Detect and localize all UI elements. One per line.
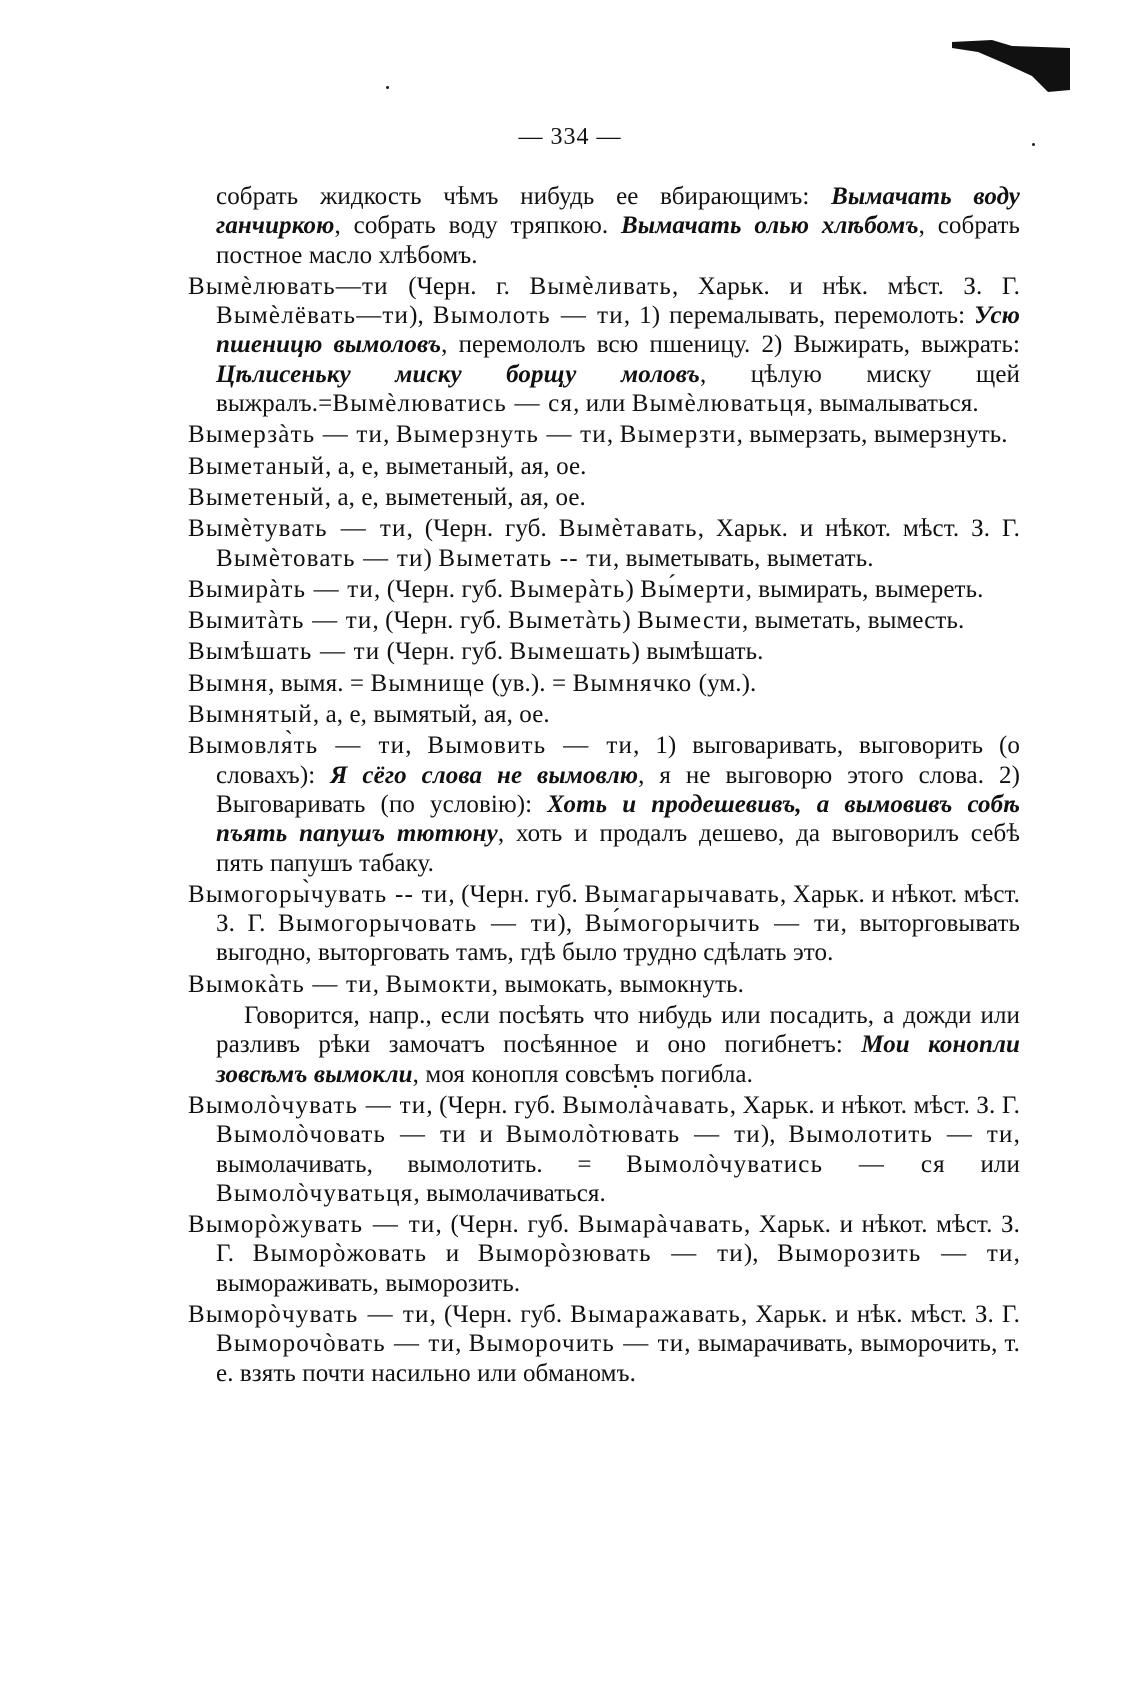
headword: Вымовля̀ть — ти bbox=[188, 732, 406, 760]
dictionary-entries bbox=[188, 182, 1020, 1390]
dictionary-entry bbox=[188, 970, 1020, 999]
headword: Выморòзювать — ти bbox=[477, 1240, 744, 1268]
definition-text: , bbox=[372, 970, 386, 998]
definition-text: , выметывать, выметать. bbox=[612, 544, 874, 572]
definition-text: , выторговывать выгодно, выторговать тамъ, гдѣ было трудно сдѣлать это. bbox=[216, 910, 1020, 967]
definition-text: , вымокать, вымокнуть. bbox=[491, 970, 744, 998]
definition-text: , (Черн. губ. bbox=[406, 515, 559, 543]
definition-text: ), bbox=[557, 910, 585, 938]
definition-text: (Черн. губ. bbox=[380, 638, 510, 666]
headword: Вымерзнуть — ти bbox=[395, 421, 607, 449]
scan-speck bbox=[386, 86, 389, 89]
definition-text: , (Черн. губ. bbox=[435, 1211, 578, 1239]
dictionary-entry bbox=[188, 452, 1020, 481]
definition-text: (Черн. г. bbox=[388, 272, 530, 300]
headword: Вымолотить — ти bbox=[788, 1121, 1014, 1149]
definition-text: , вымолачиваться. bbox=[413, 1179, 606, 1207]
headword: Вы́мерти bbox=[640, 575, 746, 603]
definition-text: и bbox=[427, 1240, 478, 1268]
dictionary-entry bbox=[188, 1091, 1020, 1208]
headword: Вымнятый bbox=[188, 701, 313, 729]
definition-text: , вымолачивать, вымолотить. = bbox=[216, 1121, 1020, 1178]
definition-text: , Харьк. и нѣкот. мѣст. З. Г. bbox=[216, 1211, 1020, 1268]
headword: Вымаражавать bbox=[570, 1300, 742, 1328]
dictionary-entry bbox=[188, 669, 1020, 698]
headword: Вымогоры̀чувать -- ти bbox=[188, 880, 449, 908]
dictionary-entry bbox=[188, 880, 1020, 968]
headword: Выморòчувать — ти bbox=[188, 1300, 430, 1328]
definition-text: , Харьк. и нѣкот. мѣст. З. Г. bbox=[216, 880, 1021, 938]
headword: Вы́могорычить — ти bbox=[584, 910, 841, 938]
headword: Вымѐтовать — ти bbox=[216, 544, 424, 572]
headword: Вымѣшать — ти bbox=[188, 638, 381, 666]
headword: Вымѐтувать — ти bbox=[188, 515, 407, 543]
definition-text: , собрать постное масло хлѣбомъ. bbox=[216, 212, 1020, 269]
headword: Вымня bbox=[188, 669, 269, 697]
definition-text: или bbox=[945, 1150, 1020, 1178]
example-text: Мои конопли зовсѣмъ вымокли bbox=[216, 1031, 1020, 1088]
definition-text: , перемололъ всю пшеницу. 2) Выжирать, выжрать: bbox=[441, 331, 1020, 359]
headword: Вымолòчувать — ти bbox=[188, 1091, 427, 1119]
definition-text: , моя конопля совсѣмъ погибла. bbox=[412, 1060, 753, 1088]
definition-text: , (Черн. губ. bbox=[426, 1091, 563, 1119]
headword: Вымолòчуватись — ся bbox=[626, 1150, 946, 1178]
entry-continuation bbox=[188, 182, 1020, 270]
headword: Вымѐливать bbox=[529, 272, 672, 300]
dictionary-entry bbox=[188, 514, 1020, 573]
headword: Выметàть bbox=[508, 607, 623, 635]
definition-text: , Харьк. и нѣкот. мѣст. З. Г. bbox=[697, 515, 1020, 543]
headword: Выметаный bbox=[188, 452, 326, 480]
headword: Выметеный bbox=[188, 483, 325, 511]
headword: Вымерàть bbox=[509, 575, 626, 603]
entry-note bbox=[188, 1001, 1020, 1089]
headword: Вымарàчавать bbox=[577, 1211, 744, 1239]
definition-text: , Харьк. и нѣк. мѣст. З. Г. bbox=[672, 272, 1020, 300]
page-number: — 334 — bbox=[518, 124, 622, 150]
definition-text: , вымалываться. bbox=[806, 390, 979, 418]
definition-text: , bbox=[383, 421, 396, 449]
example-text: Вымачать олью хлѣбомъ bbox=[620, 212, 919, 240]
definition-text: ), bbox=[760, 1121, 789, 1149]
headword: Вымокàть — ти bbox=[188, 970, 373, 998]
definition-text: , вымораживать, выморозить. bbox=[216, 1240, 1020, 1297]
headword: Вымнячко bbox=[572, 669, 693, 697]
definition-text: , выметать, выместь. bbox=[741, 607, 965, 635]
dictionary-entry bbox=[188, 731, 1020, 877]
dictionary-entry bbox=[188, 420, 1020, 449]
definition-text: , Харьк. и нѣкот. мѣст. З. Г. bbox=[729, 1091, 1021, 1119]
definition-text: , а, е, выметеный, ая, ое. bbox=[324, 483, 586, 511]
definition-text: , (Черн. губ. bbox=[448, 880, 585, 908]
definition-text: , (Черн. губ. bbox=[374, 575, 510, 603]
dictionary-entry bbox=[188, 637, 1020, 666]
dictionary-entry bbox=[188, 272, 1020, 418]
definition-text: , вымя. = bbox=[268, 669, 371, 697]
headword: Вымолàчавать bbox=[562, 1091, 730, 1119]
headword: Вымерзти bbox=[619, 421, 737, 449]
headword: Вымирàть — ти bbox=[188, 575, 374, 603]
definition-text: , bbox=[405, 732, 428, 760]
definition-text: , а, е, выметаный, ая, ое. bbox=[325, 452, 587, 480]
definition-text: Говорится, напр., если посѣять что нибудь или посадить, а дожди или разливъ рѣки замочатъ посѣянное и оно погибнетъ: bbox=[216, 1002, 1020, 1059]
headword: Выметать -- ти bbox=[438, 544, 613, 572]
definition-text: , вымирать, вымереть. bbox=[745, 575, 984, 603]
headword: Вымести bbox=[637, 607, 742, 635]
definition-text: , (Черн. губ. bbox=[429, 1300, 571, 1328]
headword: Вымолòтювать — ти bbox=[505, 1121, 761, 1149]
definition-text: ), bbox=[743, 1240, 778, 1268]
definition-text: , собрать воду тряпкою. bbox=[334, 212, 621, 240]
headword: Вымѐлёвать—ти bbox=[216, 302, 410, 330]
headword: Вымитàть — ти bbox=[188, 607, 373, 635]
dictionary-entry bbox=[188, 1300, 1020, 1388]
headword: Вымѐлюватись — ся bbox=[332, 390, 574, 418]
definition-text: , а, е, вымятый, ая, ое. bbox=[312, 701, 550, 729]
example-text: Вымачать воду ганчиркою bbox=[216, 183, 1020, 240]
headword: Выморочòвать — ти bbox=[216, 1330, 456, 1358]
dictionary-entry bbox=[188, 700, 1020, 729]
definition-text: , цѣлую миску щей выжралъ.= bbox=[216, 360, 1021, 418]
headword: Вымовить — ти bbox=[427, 732, 634, 760]
definition-text: собрать жидкость чѣмъ нибудь ее вбирающимъ: bbox=[216, 183, 832, 210]
headword: Выморòжувать — ти bbox=[188, 1211, 436, 1239]
headword: Вымолòчуватьця bbox=[216, 1179, 414, 1207]
headword: Вымѐлювать—ти bbox=[188, 272, 389, 300]
definition-text: ) bbox=[423, 544, 439, 572]
example-text: Усю пшеницю вымоловъ bbox=[216, 302, 1020, 359]
dictionary-entry bbox=[188, 483, 1020, 512]
example-text: Хоть и продешевивъ, а вымовивъ собѣ пъять папушъ тютюну bbox=[216, 790, 1020, 848]
headword: Вымагарычавать bbox=[584, 880, 780, 908]
headword: Вымнище bbox=[370, 669, 486, 697]
scan-smudge bbox=[952, 38, 1072, 98]
definition-text: , 1) выговаривать, выговорить (о словахъ): bbox=[216, 732, 1020, 789]
definition-text: ), bbox=[409, 302, 433, 330]
definition-text: , хоть и продалъ дешево, да выговорилъ себѣ пять папушъ табаку. bbox=[216, 820, 1020, 877]
definition-text: и bbox=[466, 1121, 506, 1149]
headword: Вымѐтавать bbox=[558, 515, 698, 543]
definition-text: , или bbox=[573, 390, 632, 418]
definition-text: , 1) перемалывать, перемолоть: bbox=[623, 302, 975, 330]
headword: Вымолòчовать — ти bbox=[216, 1121, 467, 1149]
definition-text: ) bbox=[625, 575, 641, 603]
headword: Вымѐлюватьця bbox=[631, 390, 807, 418]
definition-text: , (Черн. губ. bbox=[372, 607, 509, 635]
example-text: Я сёго слова не вымовлю bbox=[330, 761, 639, 789]
dictionary-entry bbox=[188, 575, 1020, 604]
dictionary-entry bbox=[188, 1210, 1020, 1298]
headword: Вымокти bbox=[385, 970, 492, 998]
definition-text: , вымерзать, вымерзнуть. bbox=[736, 421, 1008, 449]
headword: Вымолоть — ти bbox=[432, 302, 624, 330]
dictionary-entry bbox=[188, 606, 1020, 635]
definition-text: (ум.). bbox=[692, 669, 757, 697]
headword: Вымешать bbox=[509, 638, 632, 666]
definition-text: , bbox=[606, 421, 620, 449]
definition-text: , Харьк. и нѣк. мѣст. З. Г. bbox=[741, 1300, 1020, 1328]
definition-text: ) вымѣшать. bbox=[631, 638, 764, 666]
example-text: Цѣлисеньку миску борщу моловъ bbox=[216, 360, 700, 388]
definition-text: ) bbox=[622, 607, 638, 635]
definition-text: (ув.). = bbox=[485, 669, 573, 697]
headword: Вымерзàть — ти bbox=[188, 421, 384, 449]
headword: Вымогорычовать — ти bbox=[278, 910, 558, 938]
headword: Выморозить — ти bbox=[777, 1240, 1014, 1268]
headword: Выморòжовать bbox=[252, 1240, 428, 1268]
definition-text: , bbox=[455, 1330, 469, 1358]
definition-text: , вымарачивать, выморочить, т. е. взять почти насильно или обманомъ. bbox=[216, 1330, 1020, 1387]
definition-text: , я не выговорю этого слова. 2) Выговаривать (по условiю): bbox=[216, 761, 1021, 818]
headword: Выморочить — ти bbox=[468, 1330, 685, 1358]
